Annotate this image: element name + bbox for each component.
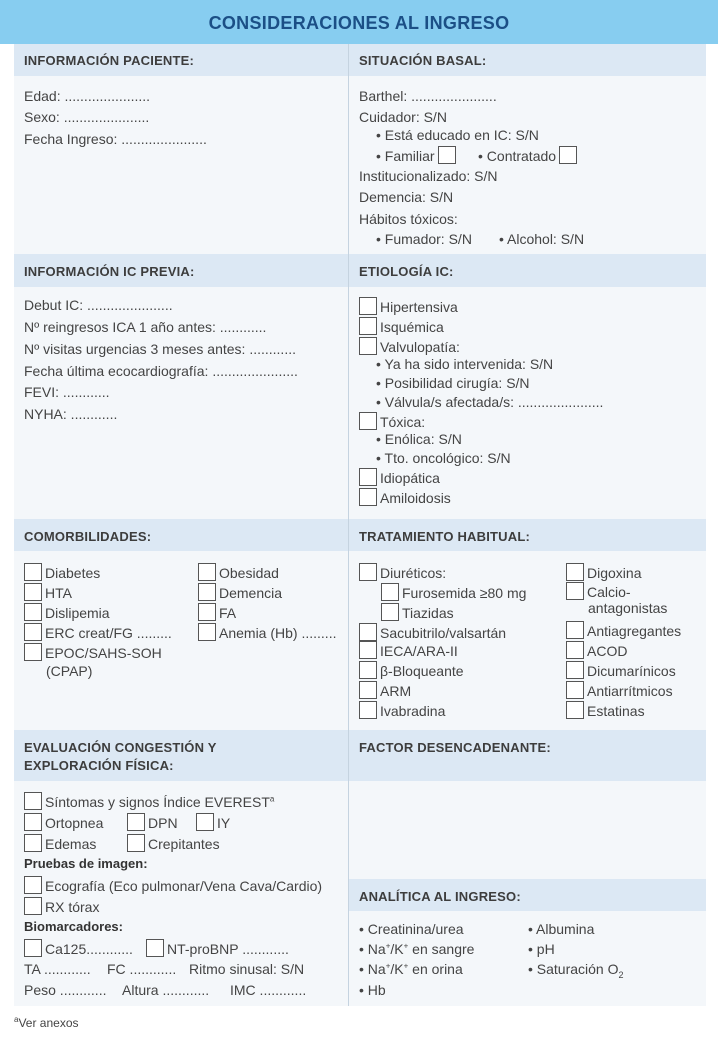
header-comorbilidades: COMORBILIDADES: (14, 519, 348, 551)
anemia-option[interactable] (198, 623, 336, 641)
valvulopatia-option[interactable] (359, 337, 460, 355)
barthel-field[interactable]: Barthel: ...................... (359, 88, 497, 104)
saturacion-label: • Saturación O (528, 961, 619, 977)
ta-field[interactable]: TA ............ (24, 961, 91, 977)
antiagregantes-label: Antiagregantes (587, 623, 682, 639)
header-info-ic-previa: INFORMACIÓN IC PREVIA: (14, 254, 348, 287)
sacubitrilo-label: Sacubitrilo/valsartán (380, 625, 507, 641)
beta-checkbox[interactable] (359, 661, 377, 679)
calcio-label: Calcio- (587, 584, 631, 600)
contratado-checkbox[interactable] (559, 146, 577, 164)
page-title: CONSIDERACIONES AL INGRESO (208, 13, 510, 33)
diabetes-checkbox[interactable] (24, 563, 42, 581)
sexo-field[interactable]: Sexo: ...................... (24, 109, 150, 125)
amiloidosis-checkbox[interactable] (359, 488, 377, 506)
rx-checkbox[interactable] (24, 897, 42, 915)
saturacion-item (528, 961, 624, 980)
demencia-label: Demencia (219, 585, 283, 601)
demencia-checkbox[interactable] (198, 583, 216, 601)
reingresos-field[interactable]: Nº reingresos ICA 1 año antes: ............ (24, 319, 267, 335)
everest-label: Síntomas y signos Índice EVEREST (45, 794, 270, 810)
header-congestion (14, 730, 348, 781)
na-sangre-na: • Na (359, 941, 386, 957)
arm-checkbox[interactable] (359, 681, 377, 699)
dicumarinicos-checkbox[interactable] (566, 661, 584, 679)
tiazidas-checkbox[interactable] (381, 603, 399, 621)
diureticos-option[interactable] (359, 563, 446, 581)
na-orina-na: • Na (359, 961, 386, 977)
na-orina-item (359, 961, 463, 977)
dislipemia-option[interactable] (24, 603, 110, 621)
ecografia-option[interactable] (24, 876, 322, 894)
oncologico-field[interactable]: • Tto. oncológico: S/N (376, 450, 511, 466)
antiarritmicos-label: Antiarrítmicos (587, 683, 673, 699)
crepitantes-checkbox[interactable] (127, 834, 145, 852)
antiagregantes-checkbox[interactable] (566, 621, 584, 639)
header-situacion-basal: SITUACIÓN BASAL: (349, 44, 706, 76)
header-factor: FACTOR DESENCADENANTE: (349, 730, 706, 781)
column-divider (348, 44, 349, 1006)
crepitantes-label: Crepitantes (148, 836, 220, 852)
digoxina-option[interactable] (566, 563, 641, 581)
toxica-label: Tóxica: (380, 414, 426, 430)
na-sangre-plus2: + (403, 941, 409, 951)
antiarritmicos-option[interactable] (566, 681, 673, 699)
erc-option[interactable] (24, 623, 172, 641)
cirugia-field[interactable]: • Posibilidad cirugía: S/N (376, 375, 530, 391)
creatinina-item: • Creatinina/urea (359, 921, 464, 937)
hipertensiva-label: Hipertensiva (380, 299, 458, 315)
idiopatica-label: Idiopática (380, 470, 440, 486)
ecografia-label: Ecografía (Eco pulmonar/Vena Cava/Cardio) (45, 878, 323, 894)
ecografia-checkbox[interactable] (24, 876, 42, 894)
altura-field[interactable]: Altura ............ (122, 982, 210, 998)
isquemica-option[interactable] (359, 317, 444, 335)
calcio-checkbox[interactable] (566, 582, 584, 600)
iy-option[interactable] (196, 813, 230, 831)
valvula-field[interactable]: • Válvula/s afectada/s: ...................... (376, 394, 604, 410)
edemas-checkbox[interactable] (24, 834, 42, 852)
na-orina-k: /K (390, 961, 404, 977)
na-orina-text: en orina (408, 961, 463, 977)
acod-label: ACOD (587, 643, 628, 659)
demencia-option[interactable] (198, 583, 282, 601)
institucionalizado-field[interactable]: Institucionalizado: S/N (359, 168, 498, 184)
fevi-field[interactable]: FEVI: ............ (24, 384, 110, 400)
diabetes-option[interactable] (24, 563, 100, 581)
fa-checkbox[interactable] (198, 603, 216, 621)
obesidad-option[interactable] (198, 563, 279, 581)
acod-option[interactable] (566, 641, 627, 659)
fc-field[interactable]: FC ............ (107, 961, 177, 977)
sacubitrilo-checkbox[interactable] (359, 623, 377, 641)
dpn-label: DPN (148, 815, 178, 831)
biomarcadores-label: Biomarcadores: (24, 919, 123, 934)
ortopnea-option[interactable] (24, 813, 103, 831)
familiar-option[interactable] (376, 146, 456, 164)
enolica-field[interactable]: • Enólica: S/N (376, 431, 462, 447)
debut-ic-field[interactable]: Debut IC: ...................... (24, 297, 173, 313)
crepitantes-option[interactable] (127, 834, 220, 852)
amiloidosis-option[interactable] (359, 488, 451, 506)
epoc-option[interactable] (24, 643, 162, 661)
contratado-option[interactable] (478, 146, 577, 164)
obesidad-checkbox[interactable] (198, 563, 216, 581)
na-sangre-k: /K (390, 941, 404, 957)
saturacion-sub: 2 (618, 969, 624, 980)
diureticos-checkbox[interactable] (359, 563, 377, 581)
dislipemia-checkbox[interactable] (24, 603, 42, 621)
calcio-label-2: antagonistas (588, 600, 668, 616)
digoxina-checkbox[interactable] (566, 563, 584, 581)
educado-field[interactable]: • Está educado en IC: S/N (376, 127, 539, 143)
dislipemia-label: Dislipemia (45, 605, 110, 621)
epoc-label: EPOC/SAHS-SOH (45, 645, 162, 661)
toxica-checkbox[interactable] (359, 412, 377, 430)
imc-field[interactable]: IMC ............ (230, 982, 307, 998)
header-analitica: ANALÍTICA AL INGRESO: (349, 879, 706, 911)
iy-checkbox[interactable] (196, 813, 214, 831)
ntprobnp-option[interactable] (146, 939, 289, 957)
edemas-option[interactable] (24, 834, 96, 852)
valvulopatia-checkbox[interactable] (359, 337, 377, 355)
intervenida-field[interactable]: • Ya ha sido intervenida: S/N (376, 356, 554, 372)
demencia-field[interactable]: Demencia: S/N (359, 189, 454, 205)
beta-option[interactable] (359, 661, 464, 679)
sacubitrilo-option[interactable] (359, 623, 506, 641)
beta-label: β-Bloqueante (380, 663, 464, 679)
ortopnea-checkbox[interactable] (24, 813, 42, 831)
tiazidas-option[interactable] (381, 603, 454, 621)
na-orina-plus1: + (385, 961, 391, 971)
header-tratamiento: TRATAMIENTO HABITUAL: (349, 519, 706, 551)
cuidador-field[interactable]: Cuidador: S/N (359, 109, 447, 125)
footnote-text: Ver anexos (18, 1016, 79, 1030)
fecha-eco-field[interactable]: Fecha última ecocardiografía: ...................... (24, 363, 298, 379)
fa-label: FA (219, 605, 237, 621)
antiarritmicos-checkbox[interactable] (566, 681, 584, 699)
ntprobnp-checkbox[interactable] (146, 939, 164, 957)
pruebas-imagen-label: Pruebas de imagen: (24, 856, 148, 871)
na-sangre-text: en sangre (408, 941, 475, 957)
ieca-label: IECA/ARA-II (380, 643, 458, 659)
dpn-option[interactable] (127, 813, 178, 831)
calcio-option[interactable] (566, 582, 631, 600)
footnote-mark: a (14, 1015, 19, 1024)
ntprobnp-label: NT-proBNP ............ (167, 941, 289, 957)
everest-footnote-mark: a (269, 794, 275, 804)
edad-field[interactable]: Edad: ...................... (24, 88, 151, 104)
header-etiologia: ETIOLOGÍA IC: (349, 254, 706, 287)
dicumarinicos-option[interactable] (566, 661, 676, 679)
diureticos-label: Diuréticos: (380, 565, 447, 581)
alcohol-field[interactable]: • Alcohol: S/N (499, 231, 585, 247)
anemia-checkbox[interactable] (198, 623, 216, 641)
fa-option[interactable] (198, 603, 236, 621)
erc-checkbox[interactable] (24, 623, 42, 641)
header-info-paciente: INFORMACIÓN PACIENTE: (14, 44, 348, 76)
na-sangre-item (359, 941, 474, 957)
amiloidosis-label: Amiloidosis (380, 490, 451, 506)
toxica-option[interactable] (359, 412, 425, 430)
hipertensiva-option[interactable] (359, 297, 458, 315)
arm-label: ARM (380, 683, 412, 699)
dicumarinicos-label: Dicumarínicos (587, 663, 676, 679)
digoxina-label: Digoxina (587, 565, 642, 581)
ortopnea-label: Ortopnea (45, 815, 104, 831)
estatinas-option[interactable] (566, 701, 645, 719)
hta-checkbox[interactable] (24, 583, 42, 601)
furosemida-checkbox[interactable] (381, 583, 399, 601)
ca125-checkbox[interactable] (24, 939, 42, 957)
ieca-option[interactable] (359, 641, 458, 659)
erc-label: ERC creat/FG ......... (45, 625, 172, 641)
epoc-checkbox[interactable] (24, 643, 42, 661)
na-orina-plus2: + (403, 961, 409, 971)
ritmo-field[interactable]: Ritmo sinusal: S/N (189, 961, 305, 977)
fumador-field[interactable]: • Fumador: S/N (376, 231, 472, 247)
everest-checkbox[interactable] (24, 792, 42, 810)
valvulopatia-label: Valvulopatía: (380, 339, 460, 355)
ca125-label: Ca125............ (45, 941, 133, 957)
estatinas-checkbox[interactable] (566, 701, 584, 719)
ph-item: • pH (528, 941, 555, 957)
idiopatica-option[interactable] (359, 468, 440, 486)
fecha-ingreso-field[interactable]: Fecha Ingreso: ...................... (24, 131, 207, 147)
familiar-checkbox[interactable] (438, 146, 456, 164)
everest-option[interactable] (24, 792, 274, 810)
contratado-label: • Contratado (478, 148, 557, 164)
furosemida-label: Furosemida ≥80 mg (402, 585, 527, 601)
habitos-label: Hábitos tóxicos: (359, 211, 458, 227)
na-sangre-plus1: + (385, 941, 391, 951)
isquemica-checkbox[interactable] (359, 317, 377, 335)
hipertensiva-checkbox[interactable] (359, 297, 377, 315)
nyha-field[interactable]: NYHA: ............ (24, 406, 118, 422)
ivabradina-checkbox[interactable] (359, 701, 377, 719)
iy-label: IY (217, 815, 231, 831)
footnote (14, 1015, 79, 1030)
tiazidas-label: Tiazidas (402, 605, 454, 621)
hta-label: HTA (45, 585, 72, 601)
albumina-item: • Albumina (528, 921, 595, 937)
obesidad-label: Obesidad (219, 565, 279, 581)
cpap-label: (CPAP) (46, 663, 93, 679)
header-congestion-line1: EVALUACIÓN CONGESTIÓN Y (24, 740, 217, 755)
ieca-checkbox[interactable] (359, 641, 377, 659)
arm-option[interactable] (359, 681, 411, 699)
header-congestion-line2: EXPLORACIÓN FÍSICA: (24, 757, 174, 773)
ca125-option[interactable] (24, 939, 133, 957)
hta-option[interactable] (24, 583, 72, 601)
edemas-label: Edemas (45, 836, 97, 852)
estatinas-label: Estatinas (587, 703, 645, 719)
hb-item: • Hb (359, 982, 386, 998)
antiagregantes-option[interactable] (566, 621, 681, 639)
isquemica-label: Isquémica (380, 319, 444, 335)
dpn-checkbox[interactable] (127, 813, 145, 831)
furosemida-option[interactable] (381, 583, 526, 601)
anemia-label: Anemia (Hb) ......... (219, 625, 337, 641)
ivabradina-option[interactable] (359, 701, 445, 719)
rx-label: RX tórax (45, 899, 100, 915)
peso-field[interactable]: Peso ............ (24, 982, 107, 998)
rx-option[interactable] (24, 897, 99, 915)
diabetes-label: Diabetes (45, 565, 101, 581)
acod-checkbox[interactable] (566, 641, 584, 659)
visitas-urgencias-field[interactable]: Nº visitas urgencias 3 meses antes: ............ (24, 341, 296, 357)
familiar-label: • Familiar (376, 148, 435, 164)
ivabradina-label: Ivabradina (380, 703, 446, 719)
idiopatica-checkbox[interactable] (359, 468, 377, 486)
